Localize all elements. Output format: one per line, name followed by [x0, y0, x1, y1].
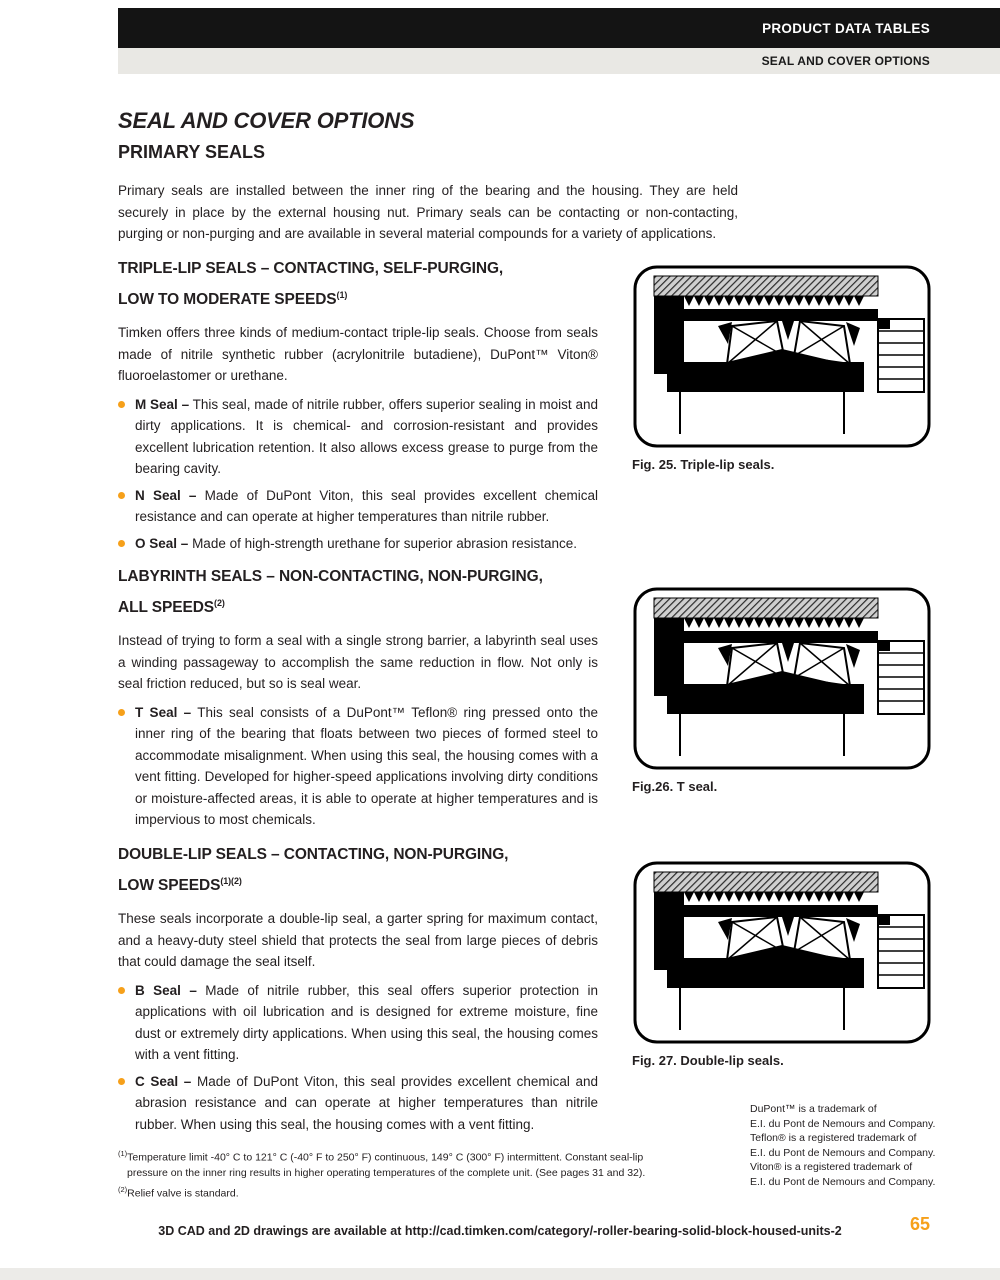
- bearing-cross-section-drawing: [632, 586, 932, 771]
- section-paragraph: These seals incorporate a double-lip seal, a garter spring for maximum contact, and a heavy-duty steel shield that protects the seal from large pieces of debris that could damage the seal itself.: [118, 911, 598, 970]
- section-heading-line: LOW SPEEDS: [118, 877, 221, 895]
- bullet-icon: [118, 987, 125, 994]
- section-heading-line: DOUBLE-LIP SEALS – CONTACTING, NON-PURGING,: [118, 846, 509, 863]
- trademark-line: DuPont™ is a trademark of: [750, 1103, 877, 1115]
- bullet-text: Made of DuPont Viton, this seal provides excellent chemical resistance and can operate at higher temperatures than nitrile rubber.: [135, 487, 598, 525]
- section-heading-line: LOW TO MODERATE SPEEDS: [118, 291, 337, 309]
- intro-paragraph: Primary seals are installed between the inner ring of the bearing and the housing. They are held securely in place by the external housing nut. Primary seals can be contacting or non-contacting, purging or non-purging and are available in several material compounds for a variety of applications.: [118, 183, 738, 241]
- section-paragraph: Instead of trying to form a seal with a single strong barrier, a labyrinth seal uses a winding passageway to accomplish the same reduction in flow. Not only is seal friction reduced, but so is seal wear.: [118, 633, 598, 692]
- section-heading: [118, 256, 598, 313]
- bullet-list: [118, 394, 598, 555]
- trademark-line: Viton® is a registered trademark of: [750, 1161, 913, 1173]
- footnote-text: Relief valve is standard.: [127, 1187, 239, 1199]
- footnote-text: Temperature limit -40° C to 121° C (-40° F to 250° F) continuous, 149° C (300° F) intermittent. Constant seal-lip pressure on the inner ring results in higher operating temperatures of the complete unit. (See pages 31 and 32).: [127, 1151, 646, 1179]
- trademark-line: E.I. du Pont de Nemours and Company.: [750, 1175, 936, 1188]
- list-item: [118, 1071, 598, 1136]
- list-item: [118, 394, 598, 480]
- bullet-lead: T Seal –: [135, 704, 192, 720]
- figure-caption: Fig.26. T seal.: [632, 779, 718, 794]
- bullet-text: Made of nitrile rubber, this seal offers superior protection in applications with oil lubrication and is designed for extreme moisture, fine dust or extremely dirty applications. When using this seal, the housing comes with a vent fitting.: [135, 982, 598, 1063]
- footnote-marker: (2): [118, 1184, 128, 1194]
- footnote-marker: (1): [118, 1149, 128, 1158]
- page-number: 65: [909, 1214, 930, 1234]
- figure-caption: Fig. 25. Triple-lip seals.: [632, 457, 775, 472]
- section-labyrinth-seals: [118, 564, 598, 836]
- bullet-icon: [118, 401, 125, 408]
- page-title: SEAL AND COVER OPTIONS: [118, 108, 415, 133]
- footnotes: [118, 1146, 670, 1202]
- section-paragraph: Timken offers three kinds of medium-contact triple-lip seals. Choose from seals made of nitrile synthetic rubber (acrylonitrile butadiene), DuPont™ Viton® fluoroelastomer or urethane.: [118, 325, 598, 384]
- page-edge-shadow: [0, 1268, 1000, 1280]
- footnote-reference: (2): [214, 598, 225, 608]
- bullet-icon: [118, 540, 125, 547]
- bullet-lead: C Seal –: [135, 1073, 192, 1089]
- header-band-title: PRODUCT DATA TABLES: [762, 20, 930, 36]
- bullet-list: [118, 980, 598, 1136]
- trademark-line: Teflon® is a registered trademark of: [750, 1132, 917, 1144]
- figure-t-seal: [632, 586, 932, 794]
- footnote: [118, 1182, 670, 1202]
- title-block: [118, 108, 738, 163]
- bullet-icon: [118, 492, 125, 499]
- bearing-cross-section-drawing: [632, 860, 932, 1045]
- figure-double-lip-seals: [632, 860, 932, 1068]
- bullet-text: Made of DuPont Viton, this seal provides excellent chemical and abrasion resistance and can operate at higher temperatures than nitrile rubber. When using this seal, the housing comes with a vent fitting.: [135, 1073, 599, 1132]
- bullet-list: [118, 702, 598, 831]
- trademark-line: E.I. du Pont de Nemours and Company.: [750, 1146, 936, 1159]
- list-item: [118, 702, 598, 831]
- subheader-band-title: SEAL AND COVER OPTIONS: [761, 54, 930, 68]
- section-heading: [118, 564, 598, 621]
- footnote-reference: (1)(2): [220, 876, 242, 886]
- bullet-icon: [118, 1078, 125, 1085]
- footnote: [118, 1146, 670, 1181]
- trademark-notices: [750, 1102, 985, 1189]
- list-item: [118, 485, 598, 528]
- section-heading-line: TRIPLE-LIP SEALS – CONTACTING, SELF-PURGING,: [118, 260, 504, 277]
- list-item: [118, 980, 598, 1066]
- footnote-reference: (1): [336, 290, 348, 300]
- trademark-line: E.I. du Pont de Nemours and Company.: [750, 1117, 936, 1130]
- bearing-cross-section-drawing: [632, 264, 932, 449]
- section-double-lip-seals: [118, 842, 598, 1140]
- bullet-icon: [118, 709, 125, 716]
- figure-triple-lip-seals: [632, 264, 932, 472]
- section-triple-lip-seals: [118, 256, 598, 559]
- subheader-band: [118, 48, 1000, 74]
- list-item: [118, 533, 598, 555]
- section-heading-line: LABYRINTH SEALS – NON-CONTACTING, NON-PURGING,: [118, 568, 543, 585]
- bullet-text: Made of high-strength urethane for superior abrasion resistance.: [192, 535, 578, 551]
- footer-cad-note: 3D CAD and 2D drawings are available at http://cad.timken.com/category/-roller-bearing-solid-block-housed-units-2: [158, 1224, 842, 1238]
- page-subtitle: PRIMARY SEALS: [118, 142, 266, 162]
- bullet-lead: O Seal –: [135, 535, 189, 551]
- bullet-text: This seal, made of nitrile rubber, offers superior sealing in moist and dirty applications. It is chemical- and corrosion-resistant and provides excellent lubrication retention. It also allows excess grease to purge from the bearing cavity.: [135, 396, 598, 477]
- figure-caption: Fig. 27. Double-lip seals.: [632, 1053, 784, 1068]
- header-band: [118, 8, 1000, 48]
- bullet-lead: M Seal –: [135, 396, 190, 412]
- section-heading: [118, 842, 598, 899]
- bullet-text: This seal consists of a DuPont™ Teflon® ring pressed onto the inner ring of the bearing that floats between two pieces of formed steel to accommodate misalignment. When using this seal, the housing comes with a vent fitting. Developed for higher-speed applications involving dirty conditions or moisture-affected areas, it is able to operate at higher temperatures and is impervious to most chemicals.: [135, 704, 598, 828]
- bullet-lead: N Seal –: [135, 487, 197, 503]
- section-heading-line: ALL SPEEDS: [118, 599, 215, 617]
- bullet-lead: B Seal –: [135, 982, 197, 998]
